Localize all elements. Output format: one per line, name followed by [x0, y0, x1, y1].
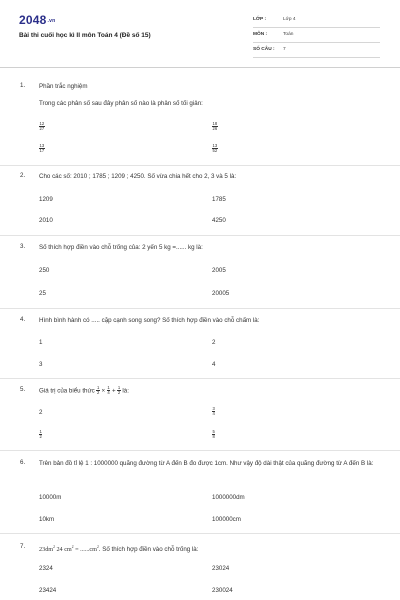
answer-option[interactable]: [39, 430, 42, 440]
question-number: 7.: [20, 543, 26, 550]
question-divider: [0, 378, 400, 379]
answer-option[interactable]: 20005: [212, 290, 230, 297]
meta-row-subject: [253, 28, 380, 43]
answer-option[interactable]: 1: [39, 339, 43, 346]
denominator: 52: [212, 148, 218, 154]
exponent: 2: [71, 545, 74, 549]
answer-option[interactable]: 2: [212, 339, 216, 346]
question-divider: [0, 165, 400, 166]
answer-option[interactable]: 2324: [39, 565, 53, 572]
numerator: 13: [39, 143, 45, 148]
meta-value: Lớp 4: [283, 17, 296, 22]
answer-option[interactable]: 2005: [212, 267, 226, 274]
numerator: 1: [39, 429, 42, 434]
answer-option[interactable]: [39, 144, 45, 154]
denominator: 2: [96, 390, 100, 396]
answer-option[interactable]: [212, 144, 218, 154]
exam-meta: [253, 13, 380, 58]
meta-row-class: [253, 13, 380, 28]
question-text-after: là:: [122, 387, 129, 395]
answer-option[interactable]: 23024: [212, 565, 230, 572]
question-text: Hình bình hành có ..... cặp cạnh song song? Số thích hợp điền vào chỗ chấm là:: [39, 317, 260, 324]
site-logo[interactable]: [19, 13, 55, 27]
numerator: 1: [117, 385, 121, 390]
denominator: 27: [39, 126, 45, 132]
question-text: [39, 386, 374, 396]
question-4: [20, 316, 380, 376]
question-text-before: Giá trị của biểu thức: [39, 387, 95, 395]
denominator: 2: [39, 434, 42, 440]
answer-option[interactable]: 4250: [212, 217, 226, 224]
numerator: 12: [39, 121, 45, 126]
question-divider: [0, 450, 400, 451]
numerator: 3: [212, 406, 215, 411]
question-7: [20, 543, 380, 599]
fraction: [117, 386, 120, 396]
question-expression: [39, 546, 99, 553]
expr-term: = ......cm: [75, 546, 97, 554]
answer-option[interactable]: 230024: [212, 587, 233, 594]
numerator: 1: [96, 385, 100, 390]
answer-option[interactable]: 100000cm: [212, 516, 241, 523]
answer-option[interactable]: 1209: [39, 196, 53, 203]
question-number: 1.: [20, 82, 26, 89]
question-3: [20, 243, 380, 303]
question-number: 4.: [20, 316, 26, 323]
answer-option[interactable]: [212, 122, 218, 132]
question-text: [39, 543, 374, 554]
denominator: 17: [39, 148, 45, 154]
question-divider: [0, 308, 400, 309]
answer-option[interactable]: 250: [39, 267, 50, 274]
numerator: 13: [212, 143, 218, 148]
question-subtext: Trong các phân số sau đây phân số nào là phân số tối giản:: [39, 100, 203, 107]
expr-term: 23dm: [39, 546, 54, 554]
exponent: 2: [96, 545, 99, 549]
fraction: [107, 386, 110, 396]
logo-suffix: .vn: [47, 17, 56, 24]
answer-option[interactable]: 10km: [39, 516, 55, 523]
question-divider: [0, 235, 400, 236]
answer-option[interactable]: 25: [39, 290, 46, 297]
question-number: 6.: [20, 459, 26, 466]
answer-option[interactable]: 4: [212, 361, 216, 368]
meta-label: MÔN :: [253, 32, 268, 37]
question-text: Cho các số: 2010 ; 1785 ; 1209 ; 4250. Số vừa chia hết cho 2, 3 và 5 là:: [39, 173, 237, 180]
answer-option[interactable]: 10000m: [39, 494, 62, 501]
answer-option[interactable]: 3: [39, 361, 43, 368]
denominator: 4: [107, 390, 110, 396]
question-text: Phần trắc nghiệm: [39, 83, 88, 90]
operator: ×: [101, 387, 106, 395]
answer-option[interactable]: 23424: [39, 587, 57, 594]
meta-value: 7: [283, 47, 286, 52]
question-divider: [0, 533, 400, 534]
question-6: [20, 459, 380, 529]
meta-value: Toán: [283, 32, 294, 37]
meta-label: SỐ CÂU :: [253, 47, 275, 52]
question-number: 2.: [20, 172, 26, 179]
question-5: [20, 386, 380, 446]
question-number: 5.: [20, 386, 26, 393]
numerator: 18: [212, 121, 218, 126]
operator: +: [111, 387, 116, 395]
answer-option[interactable]: 1785: [212, 196, 226, 203]
question-number: 3.: [20, 243, 26, 250]
meta-row-count: [253, 43, 380, 58]
exam-title: Bài thi cuối học kì II môn Toán 4 (Đề số 15): [19, 32, 151, 39]
logo-text: 2048: [19, 13, 47, 27]
denominator: 2: [117, 390, 121, 396]
answer-option[interactable]: [212, 407, 215, 417]
denominator: 4: [212, 411, 215, 417]
numerator: 5: [212, 429, 215, 434]
question-2: [20, 172, 380, 232]
meta-label: LỚP :: [253, 17, 267, 22]
denominator: 8: [212, 434, 215, 440]
answer-option[interactable]: [212, 430, 215, 440]
answer-option[interactable]: 2: [39, 409, 43, 416]
question-text: Trên bản đồ tỉ lệ 1 : 1000000 quãng đường từ A đến B đo được 1cm. Như vậy độ dài thật của quãng đường từ A đến B là:: [39, 460, 374, 467]
question-text-after: . Số thích hợp điền vào chỗ trống là:: [98, 546, 199, 554]
question-text: Số thích hợp điền vào chỗ trống của: 2 yến 5 kg =...... kg là:: [39, 244, 203, 251]
fraction: [96, 386, 99, 396]
numerator: 1: [107, 385, 110, 390]
answer-option[interactable]: 1000000dm: [212, 494, 245, 501]
answer-option[interactable]: 2010: [39, 217, 53, 224]
header-divider: [0, 67, 400, 68]
question-1: [20, 82, 380, 162]
page-header: [0, 0, 400, 66]
answer-option[interactable]: [39, 122, 45, 132]
exponent: 2: [53, 545, 55, 549]
expr-term: 24 cm: [56, 546, 72, 554]
denominator: 26: [212, 126, 218, 132]
